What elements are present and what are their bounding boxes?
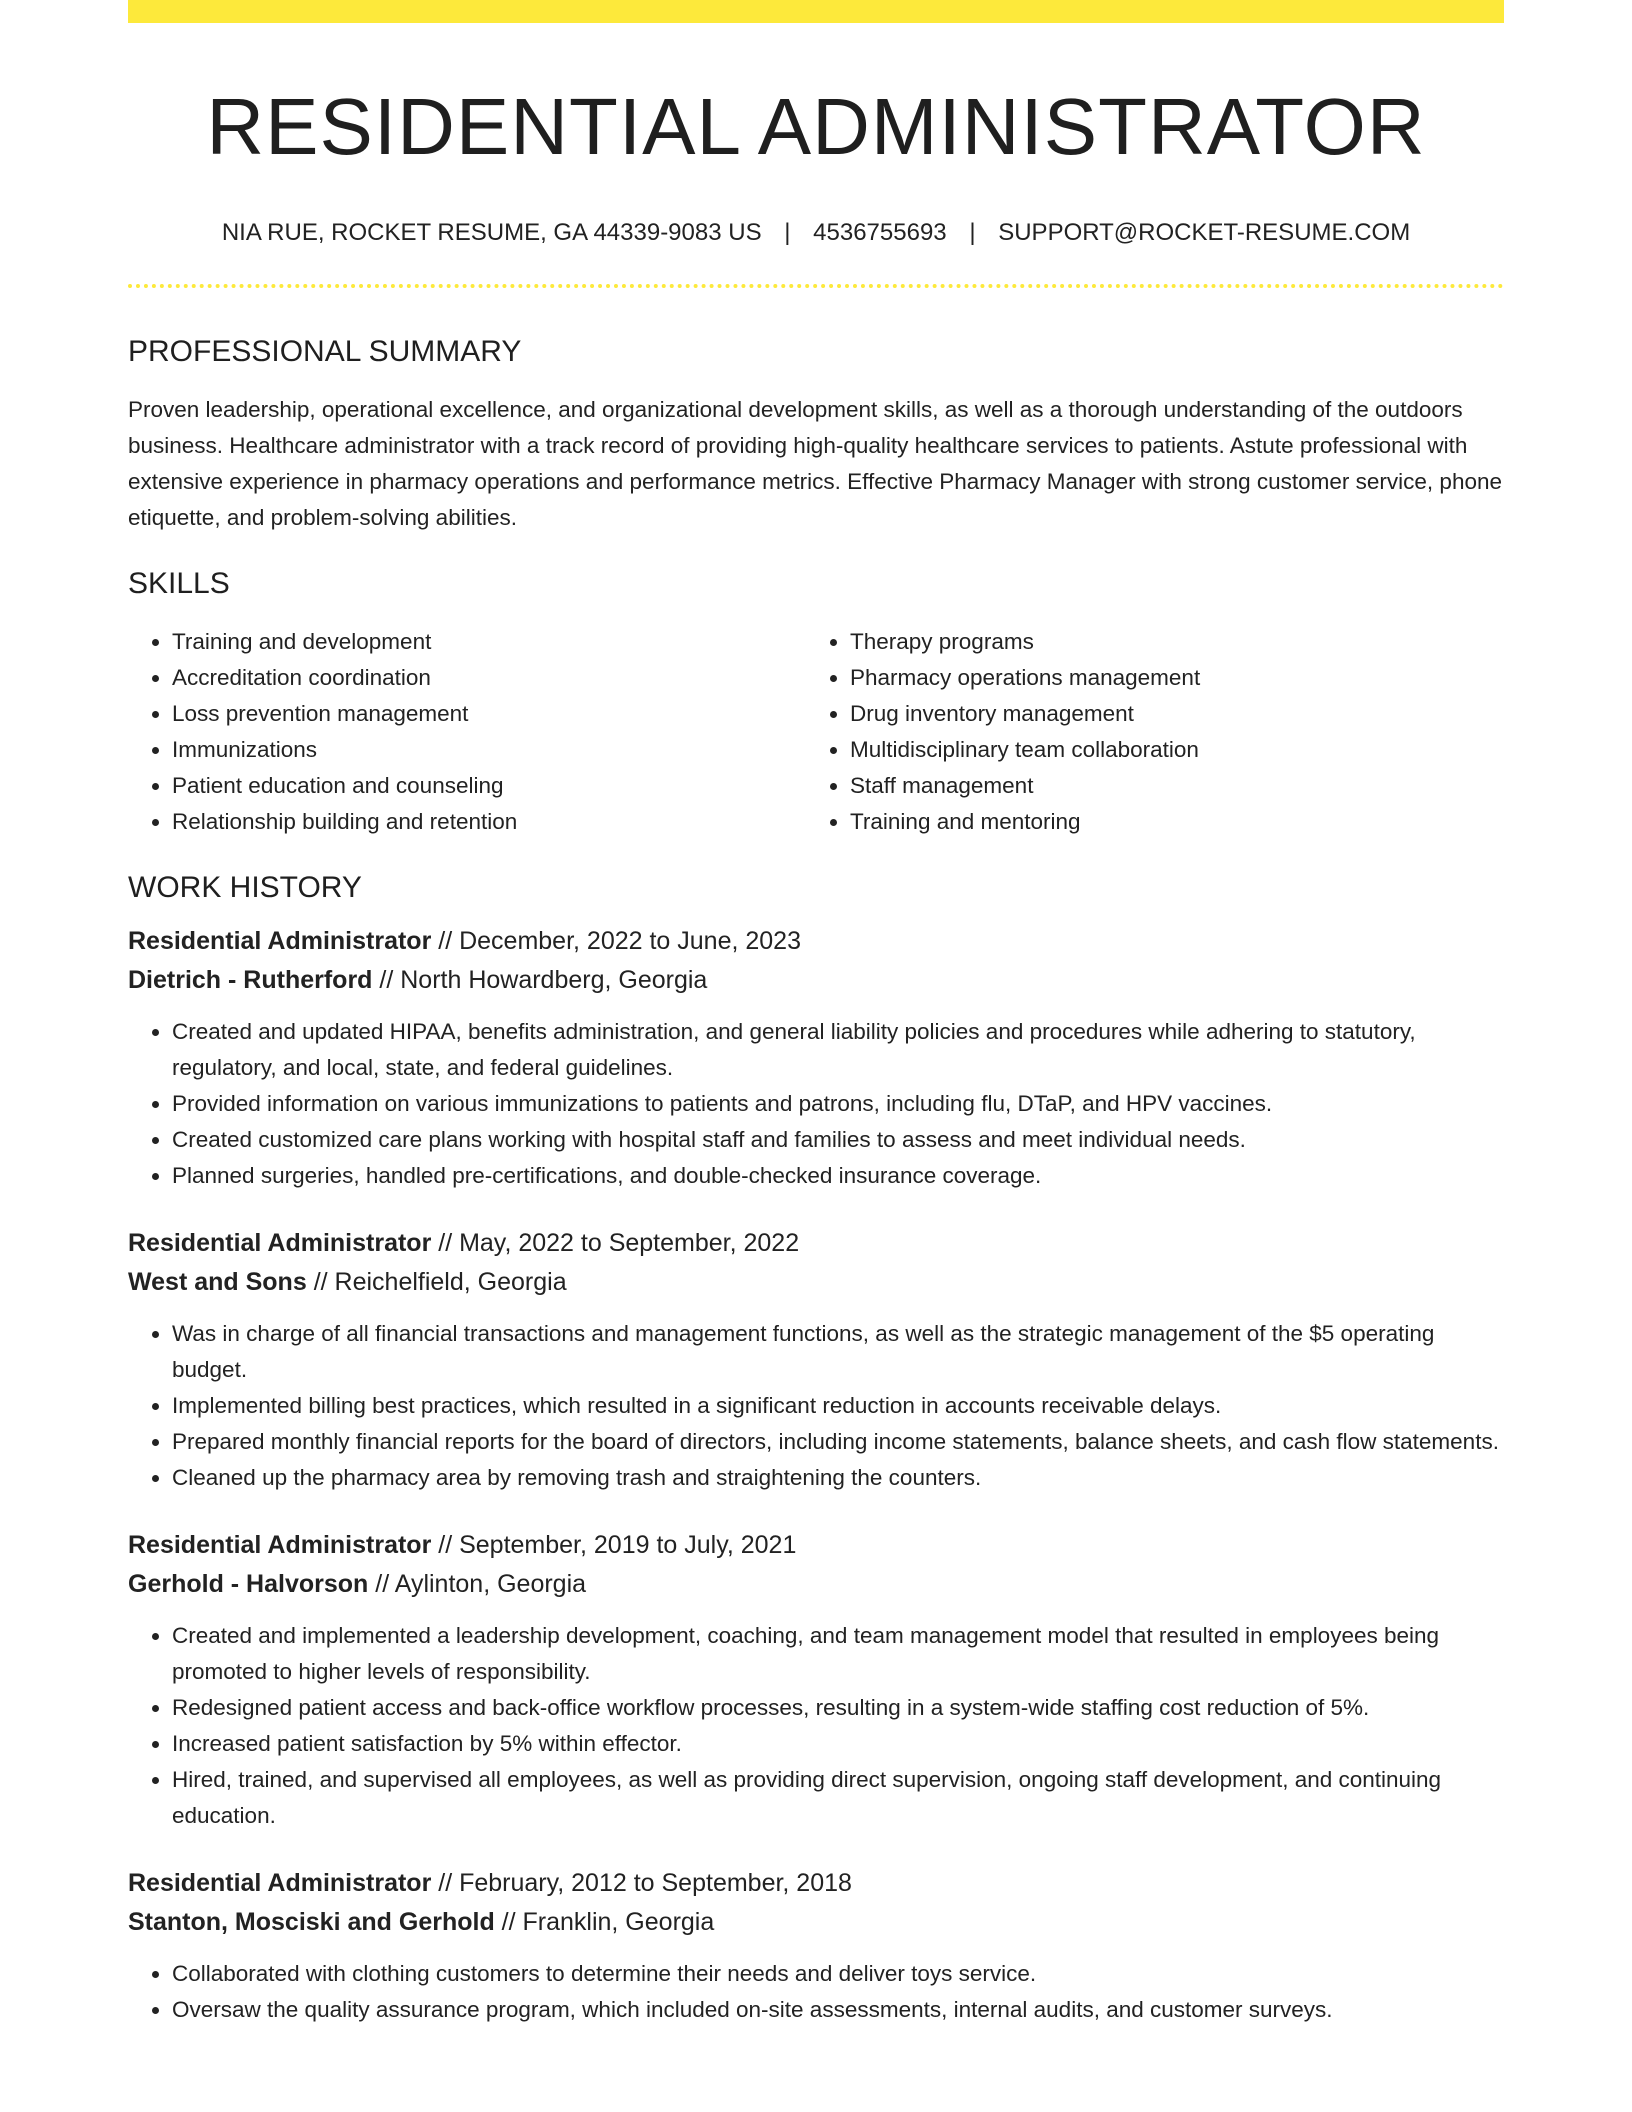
job-location: // Franklin, Georgia bbox=[494, 1908, 715, 1937]
skill-item: • Relationship building and retention bbox=[172, 804, 806, 840]
resume-page bbox=[128, 0, 1504, 2058]
summary-heading: PROFESSIONAL SUMMARY bbox=[128, 335, 522, 369]
job-entry bbox=[128, 1224, 1504, 1496]
job-company: Stanton, Mosciski and Gerhold bbox=[128, 1908, 495, 1937]
job-company-line bbox=[128, 1903, 1504, 1942]
skill-item: • Pharmacy operations management bbox=[850, 660, 1484, 696]
job-role-line bbox=[128, 1224, 1504, 1263]
job-role: Residential Administrator bbox=[128, 1869, 432, 1898]
skill-item: • Staff management bbox=[850, 768, 1484, 804]
skill-item: • Loss prevention management bbox=[172, 696, 806, 732]
job-company: Dietrich - Rutherford bbox=[128, 966, 373, 995]
job-company: Gerhold - Halvorson bbox=[128, 1570, 369, 1599]
job-bullet: • Prepared monthly financial reports for the board of directors, including income statements, balance sheets, and cash flow statements. bbox=[172, 1424, 1504, 1460]
skills-heading: SKILLS bbox=[128, 567, 230, 601]
job-bullet: • Planned surgeries, handled pre-certifications, and double-checked insurance coverage. bbox=[172, 1158, 1504, 1194]
job-bullet: • Implemented billing best practices, which resulted in a significant reduction in accounts receivable delays. bbox=[172, 1388, 1504, 1424]
job-role: Residential Administrator bbox=[128, 1531, 432, 1560]
summary-section bbox=[128, 334, 1504, 536]
job-bullet: • Collaborated with clothing customers to determine their needs and deliver toys service. bbox=[172, 1956, 1504, 1992]
contact-separator: | bbox=[969, 219, 976, 246]
contact-separator: | bbox=[784, 219, 791, 246]
skill-item: • Accreditation coordination bbox=[172, 660, 806, 696]
job-location: // North Howardberg, Georgia bbox=[372, 966, 708, 995]
job-company-line bbox=[128, 961, 1504, 1000]
job-role-line bbox=[128, 922, 1504, 961]
job-role: Residential Administrator bbox=[128, 1229, 432, 1258]
skill-item: • Multidisciplinary team collaboration bbox=[850, 732, 1484, 768]
skill-item: • Training and mentoring bbox=[850, 804, 1484, 840]
job-location: // Aylinton, Georgia bbox=[368, 1570, 587, 1599]
job-entry bbox=[128, 1864, 1504, 2028]
job-role: Residential Administrator bbox=[128, 927, 432, 956]
job-company: West and Sons bbox=[128, 1268, 307, 1297]
job-dates: // December, 2022 to June, 2023 bbox=[431, 927, 801, 956]
job-bullets bbox=[128, 1956, 1504, 2028]
job-role-line bbox=[128, 1526, 1504, 1565]
resume-title: RESIDENTIAL ADMINISTRATOR bbox=[206, 82, 1426, 171]
skills-list-left bbox=[128, 624, 806, 840]
dotted-divider bbox=[128, 284, 1504, 288]
top-accent-bar bbox=[128, 0, 1504, 23]
skill-item: • Drug inventory management bbox=[850, 696, 1484, 732]
skill-item: • Immunizations bbox=[172, 732, 806, 768]
job-bullet: • Created customized care plans working with hospital staff and families to assess and meet individual needs. bbox=[172, 1122, 1504, 1158]
skills-list-right bbox=[806, 624, 1484, 840]
job-company-line bbox=[128, 1263, 1504, 1302]
contact-line bbox=[128, 217, 1504, 248]
job-bullet: • Oversaw the quality assurance program, which included on-site assessments, internal audits, and customer surveys. bbox=[172, 1992, 1504, 2028]
job-bullets bbox=[128, 1014, 1504, 1194]
skills-columns bbox=[128, 624, 1504, 840]
contact-address: NIA RUE, ROCKET RESUME, GA 44339-9083 US bbox=[221, 219, 762, 246]
summary-text: Proven leadership, operational excellence, and organizational development skills, as well as a thorough understanding of the outdoors business. Healthcare administrator with a track record of providing high-quality healthcare services to patients. Astute professional with extensive experience in pharmacy operations and performance metrics. Effective Pharmacy Manager with strong customer service, phone etiquette, and problem-solving abilities. bbox=[128, 397, 1502, 531]
job-bullets bbox=[128, 1316, 1504, 1496]
job-bullet: • Cleaned up the pharmacy area by removing trash and straightening the counters. bbox=[172, 1460, 1504, 1496]
work-history-heading: WORK HISTORY bbox=[128, 871, 362, 905]
job-bullet: • Increased patient satisfaction by 5% within effector. bbox=[172, 1726, 1504, 1762]
job-company-line bbox=[128, 1565, 1504, 1604]
job-bullet: • Was in charge of all financial transactions and management functions, as well as the strategic management of the $5 operating budget. bbox=[172, 1316, 1504, 1388]
job-role-line bbox=[128, 1864, 1504, 1903]
job-bullet: • Hired, trained, and supervised all employees, as well as providing direct supervision, ongoing staff development, and continuing education. bbox=[172, 1762, 1504, 1834]
job-entry bbox=[128, 922, 1504, 1194]
job-dates: // February, 2012 to September, 2018 bbox=[431, 1869, 852, 1898]
job-bullet: • Redesigned patient access and back-office workflow processes, resulting in a system-wide staffing cost reduction of 5%. bbox=[172, 1690, 1504, 1726]
job-bullets bbox=[128, 1618, 1504, 1834]
job-entry bbox=[128, 1526, 1504, 1834]
job-dates: // May, 2022 to September, 2022 bbox=[431, 1229, 800, 1258]
work-history-section bbox=[128, 870, 1504, 2028]
job-dates: // September, 2019 to July, 2021 bbox=[431, 1531, 797, 1560]
contact-email: SUPPORT@ROCKET-RESUME.COM bbox=[998, 219, 1411, 246]
job-location: // Reichelfield, Georgia bbox=[306, 1268, 567, 1297]
job-bullet: • Created and updated HIPAA, benefits administration, and general liability policies and procedures while adhering to statutory, regulatory, and local, state, and federal guidelines. bbox=[172, 1014, 1504, 1086]
job-bullet: • Created and implemented a leadership development, coaching, and team management model that resulted in employees being promoted to higher levels of responsibility. bbox=[172, 1618, 1504, 1690]
job-bullet: • Provided information on various immunizations to patients and patrons, including flu, DTaP, and HPV vaccines. bbox=[172, 1086, 1504, 1122]
contact-phone: 4536755693 bbox=[813, 219, 947, 246]
skill-item: • Patient education and counseling bbox=[172, 768, 806, 804]
skill-item: • Therapy programs bbox=[850, 624, 1484, 660]
skill-item: • Training and development bbox=[172, 624, 806, 660]
skills-section bbox=[128, 566, 1504, 840]
